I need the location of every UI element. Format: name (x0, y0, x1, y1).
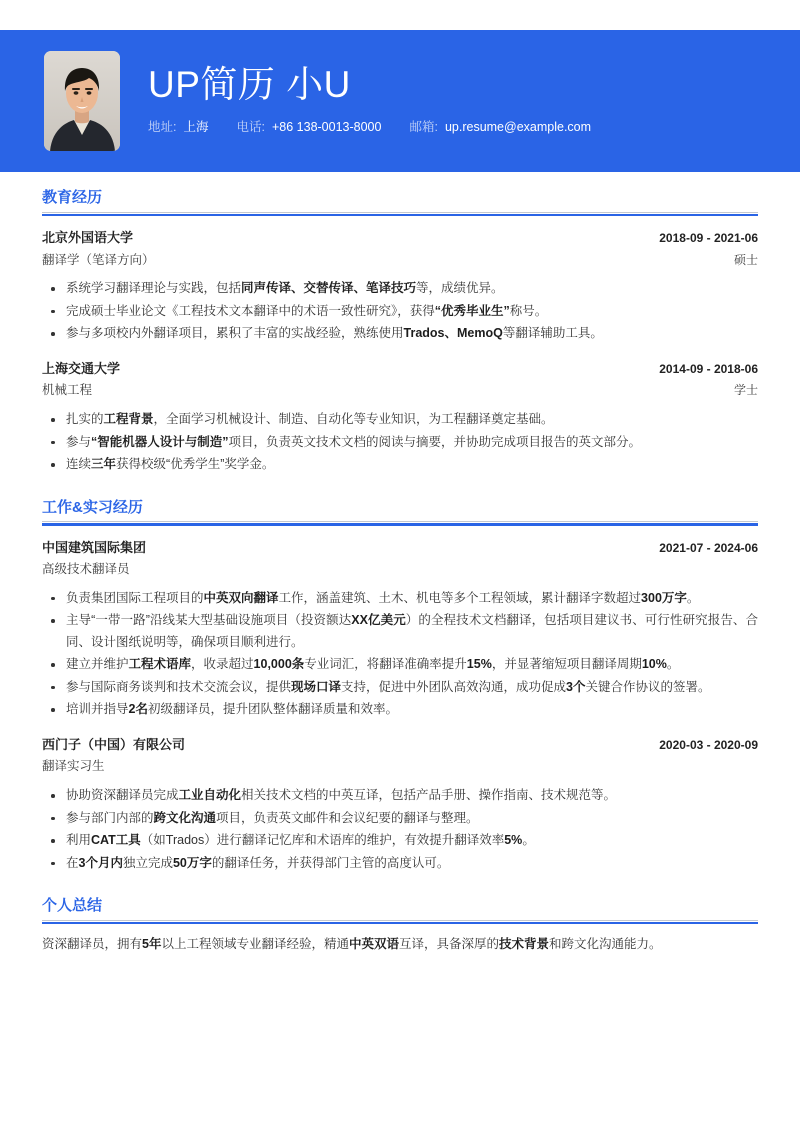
entry-degree: 硕士 (733, 252, 758, 267)
education-entry (42, 228, 758, 345)
section-rule-thick (42, 214, 758, 217)
resume-header (0, 30, 800, 172)
entry-subheader (42, 381, 758, 400)
list-item: 在3个月内独立完成50万字的翻译任务，并获得部门主管的高度认可。 (64, 853, 758, 875)
contact-email-value: up.resume@example.com (444, 119, 592, 134)
section-rule-thin (42, 920, 758, 921)
entry-bullet-list (42, 278, 758, 345)
page-title: UP简历 小U (148, 64, 351, 106)
avatar (44, 51, 120, 151)
section-summary-head (42, 896, 758, 924)
list-item: 完成硕士毕业论文《工程技术文本翻译中的术语一致性研究》，获得“优秀毕业生”称号。 (64, 301, 758, 323)
entry-subheader (42, 757, 758, 776)
header-text (148, 65, 591, 137)
entry-date: 2020-03 - 2020-09 (659, 737, 758, 752)
entry-date: 2014-09 - 2018-06 (659, 361, 758, 376)
entry-organization: 西门子（中国）有限公司 (42, 736, 186, 752)
entry-header (42, 228, 758, 248)
list-item: 利用CAT工具（如Trados）进行翻译记忆库和术语库的维护，有效提升翻译效率5%。 (64, 830, 758, 852)
contact-email (409, 120, 591, 135)
experience-entry (42, 538, 758, 721)
section-education (42, 188, 758, 476)
summary-paragraph: 资深翻译员，拥有5年以上工程领域专业翻译经验，精通中英双语互译，具备深厚的技术背景和跨文化沟通能力。 (42, 937, 662, 951)
contact-address-value: 上海 (183, 119, 209, 134)
section-rule-thin (42, 521, 758, 522)
section-rule-thick (42, 523, 758, 526)
contact-email-label: 邮箱: (409, 119, 438, 134)
list-item: 参与多项校内外翻译项目，累积了丰富的实战经验，熟练使用Trados、MemoQ等翻译辅助工具。 (64, 323, 758, 345)
section-summary-title: 个人总结 (42, 897, 103, 914)
entry-organization: 中国建筑国际集团 (42, 539, 147, 555)
section-summary (42, 896, 758, 956)
list-item: 系统学习翻译理论与实践，包括同声传译、交替传译、笔译技巧等，成绩优异。 (64, 278, 758, 300)
list-item: 参与国际商务谈判和技术交流会议，提供现场口译支持，促进中外团队高效沟通，成功促成3个关键合作协议的签署。 (64, 677, 758, 699)
entry-major: 翻译学（笔译方向） (42, 252, 155, 267)
list-item: 扎实的工程背景，全面学习机械设计、制造、自动化等专业知识，为工程翻译奠定基础。 (64, 409, 758, 431)
entry-bullet-list (42, 785, 758, 874)
portrait-photo-icon (44, 51, 120, 151)
education-entry (42, 359, 758, 476)
entry-date: 2018-09 - 2021-06 (659, 231, 758, 245)
section-education-title: 教育经历 (42, 189, 103, 206)
section-experience-head (42, 498, 758, 526)
entry-bullet-list (42, 588, 758, 721)
section-rule-thick (42, 922, 758, 925)
entry-organization: 北京外国语大学 (42, 230, 134, 245)
entry-job-title: 翻译实习生 (42, 759, 105, 774)
section-rule-thin (42, 212, 758, 213)
contact-address-label: 地址: (148, 119, 177, 134)
list-item: 主导“一带一路”沿线某大型基础设施项目（投资额达XX亿美元）的全程技术文档翻译，包括项目建议书、可行性研究报告、合同、设计图纸说明等，确保项目顺利进行。 (64, 610, 758, 653)
contact-phone-value: +86 138-0013-8000 (271, 119, 382, 134)
entry-major: 机械工程 (42, 383, 93, 398)
entry-date: 2021-07 - 2024-06 (659, 540, 758, 555)
contact-address (148, 120, 209, 135)
contact-phone-label: 电话: (236, 119, 265, 134)
entry-bullet-list (42, 409, 758, 476)
entry-organization: 上海交通大学 (42, 360, 121, 376)
list-item: 建立并维护工程术语库，收录超过10,000条专业词汇，将翻译准确率提升15%，并显著缩短项目翻译周期10%。 (64, 654, 758, 676)
experience-entry (42, 735, 758, 874)
entry-header (42, 735, 758, 755)
list-item: 参与“智能机器人设计与制造”项目，负责英文技术文档的阅读与摘要，并协助完成项目报告的英文部分。 (64, 432, 758, 454)
entry-subheader (42, 560, 758, 579)
entry-degree: 学士 (733, 383, 758, 398)
list-item: 负责集团国际工程项目的中英双向翻译工作，涵盖建筑、土木、机电等多个工程领域，累计翻译字数超过300万字。 (64, 588, 758, 610)
list-item: 连续三年获得校级“优秀学生”奖学金。 (64, 454, 758, 476)
section-experience (42, 498, 758, 875)
list-item: 培训并指导2名初级翻译员，提升团队整体翻译质量和效率。 (64, 699, 758, 721)
entry-subheader (42, 251, 758, 270)
resume-body (0, 172, 800, 956)
section-education-head (42, 188, 758, 216)
contact-phone (237, 120, 382, 135)
list-item: 参与部门内部的跨文化沟通项目，负责英文邮件和会议纪要的翻译与整理。 (64, 808, 758, 830)
list-item: 协助资深翻译员完成工业自动化相关技术文档的中英互译，包括产品手册、操作指南、技术规范等。 (64, 785, 758, 807)
entry-job-title: 高级技术翻译员 (42, 562, 130, 576)
entry-header (42, 538, 758, 558)
section-experience-title: 工作&实习经历 (42, 498, 143, 516)
entry-header (42, 359, 758, 379)
contact-row (148, 120, 591, 135)
